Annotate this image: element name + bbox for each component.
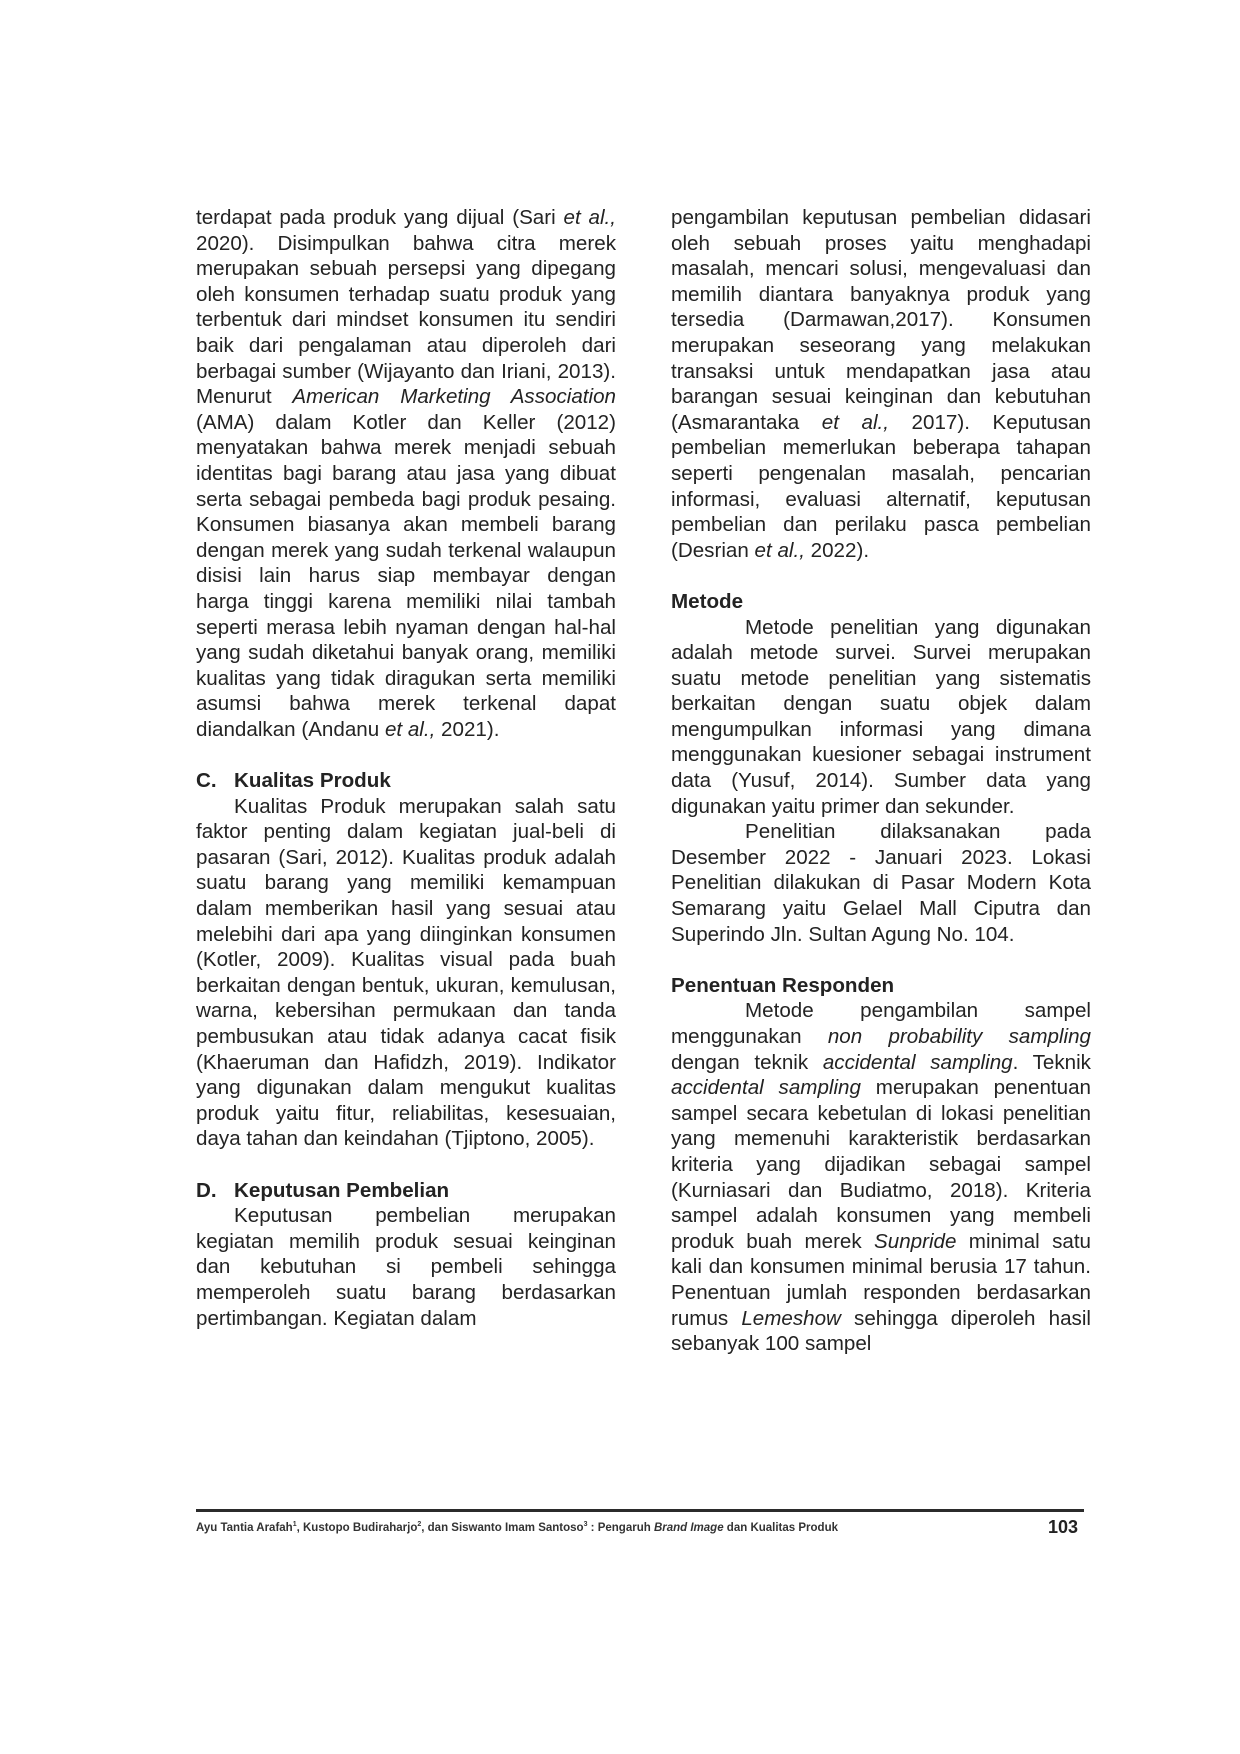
italic-term: Brand Image	[653, 1521, 724, 1534]
italic-term: non probability sampling	[827, 1025, 1091, 1048]
body-paragraph: Keputusan pembelian merupakan kegiatan memilih produk sesuai keinginan dan kebutuhan si pembeli sehingga memperoleh suatu barang berdasarkan pertimbangan. Kegiatan dalam	[196, 1204, 616, 1330]
body-paragraph: Penelitian dilaksanakan pada Desember 2022 - Januari 2023. Lokasi Penelitian dilakukan di Pasar Modern Kota Semarang yaitu Gelael Mall Ciputra dan Superindo Jln. Sultan Agung No. 104.	[671, 820, 1091, 946]
italic-term: Lemeshow	[741, 1306, 841, 1330]
author-affiliation-mark: 3	[583, 1520, 588, 1528]
section-number: D.	[196, 1178, 217, 1202]
footer-citation: Ayu Tantia Arafah$^1$, Kustopo Budiraharjo$^2$, dan Siswanto Imam Santoso$^3$ : Pengaruh Brand Image dan Kualitas Produk	[196, 1520, 838, 1534]
right-column	[671, 205, 1091, 1357]
footer-divider	[196, 1509, 1084, 1512]
italic-term: et al.,	[384, 717, 436, 741]
body-paragraph: Metode penelitian yang digunakan adalah metode survei. Survei merupakan suatu metode penelitian yang sistematis berkaitan dengan suatu objek dalam mengumpulkan informasi yang dimana menggunakan kuesioner sebagai instrument data (Yusuf, 2014). Sumber data yang digunakan yaitu primer dan sekunder.	[671, 615, 1091, 818]
body-paragraph: terdapat pada produk yang dijual (Sari et al., 2020). Disimpulkan bahwa citra merek merupakan sebuah persepsi yang dipegang oleh konsumen terhadap suatu produk yang terbentuk dari mindset konsumen itu sendiri baik dari pengalaman atau diperoleh dari berbagai sumber (Wijayanto dan Iriani, 2013). Menurut American Marketing Association (AMA) dalam Kotler dan Keller (2012) menyatakan bahwa merek menjadi sebuah identitas bagi barang atau jasa yang dibuat serta sebagai pembeda bagi produk pesaing. Konsumen biasanya akan membeli barang dengan merek yang sudah terkenal walaupun disisi lain harus siap membayar dengan harga tinggi karena memiliki nilai tambah seperti merasa lebih nyaman dengan hal-hal yang sudah diketahui banyak orang, memiliki kualitas yang tidak diragukan serta memiliki asumsi bahwa merek terkenal dapat diandalkan (Andanu et al., 2021).	[196, 206, 617, 741]
italic-term: accidental sampling	[671, 1076, 861, 1100]
author-affiliation-mark: 2	[417, 1520, 422, 1528]
section-heading: Penentuan Responden	[671, 973, 895, 997]
italic-term: et al.,	[563, 206, 617, 229]
section-title: Keputusan Pembelian	[234, 1178, 450, 1202]
page-footer	[196, 1514, 1084, 1540]
italic-term: et al.,	[754, 538, 805, 562]
body-paragraph: pengambilan keputusan pembelian didasari oleh sebuah proses yaitu menghadapi masalah, mencari solusi, mengevaluasi dan memilih diantara banyaknya produk yang tersedia (Darmawan,2017). Konsumen merupakan seseorang yang melakukan transaksi untuk mendapatkan jasa atau barangan sesuai keinginan dan kebutuhan (Asmarantaka et al., 2017). Keputusan pembelian memerlukan beberapa tahapan seperti pengenalan masalah, pencarian informasi, evaluasi alternatif, keputusan pembelian dan perilaku pasca pembelian (Desrian et al., 2022).	[671, 206, 1091, 562]
section-number: C.	[196, 769, 217, 793]
left-column	[196, 205, 616, 1331]
section-title: Kualitas Produk	[234, 769, 391, 793]
body-paragraph: Metode pengambilan sampel menggunakan non probability sampling dengan teknik accidental sampling. Teknik accidental sampling merupakan penentuan sampel secara kebetulan di lokasi penelitian yang memenuhi karakteristik berdasarkan kriteria yang dijadikan sebagai sampel (Kurniasari dan Budiatmo, 2018). Kriteria sampel adalah konsumen yang membeli produk buah merek Sunpride minimal satu kali dan konsumen minimal berusia 17 tahun. Penentuan jumlah responden berdasarkan rumus Lemeshow sehingga diperoleh hasil sebanyak 100 sampel	[671, 999, 1091, 1356]
italic-term: American Marketing Association	[292, 385, 616, 409]
italic-term: accidental sampling	[822, 1050, 1013, 1074]
section-heading	[196, 768, 616, 794]
body-paragraph: Kualitas Produk merupakan salah satu faktor penting dalam kegiatan jual-beli di pasaran (Sari, 2012). Kualitas produk adalah suatu barang yang memiliki kemampuan dalam memberikan hasil yang sesuai atau melebihi dari apa yang diinginkan konsumen (Kotler, 2009). Kualitas visual pada buah berkaitan dengan bentuk, ukuran, kemulusan, warna, kebersihan permukaan dan tanda pembusukan atau tidak adanya cacat fisik (Khaeruman dan Hafidzh, 2019). Indikator yang digunakan dalam mengukut kualitas produk yaitu fitur, reliabilitas, kesesuaian, daya tahan dan keindahan (Tjiptono, 2005).	[196, 794, 616, 1151]
section-heading	[196, 1178, 616, 1204]
italic-term: et al.,	[821, 410, 889, 434]
section-heading: Metode	[671, 589, 744, 613]
author-affiliation-mark: 1	[292, 1520, 297, 1528]
italic-term: Sunpride	[874, 1229, 957, 1253]
page-number: 103	[1047, 1516, 1078, 1537]
